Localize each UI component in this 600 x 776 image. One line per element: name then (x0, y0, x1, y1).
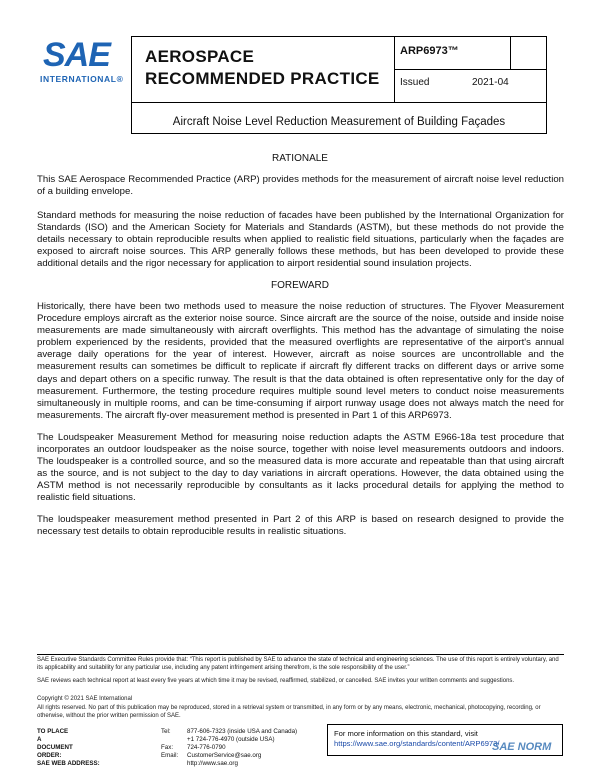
copyright: Copyright © 2021 SAE International (37, 696, 133, 702)
foreward-paragraph: The loudspeaker measurement method presented in Part 2 of this ARP is based on research designed to provide the necessary test details to obtain reproducible results in realistic situations. (37, 514, 564, 538)
standard-url-link[interactable]: https://www.sae.org/standards/content/ARP6973/ (334, 739, 500, 748)
category-line-2: RECOMMENDED PRACTICE (145, 69, 380, 88)
order-label: TO PLACE A DOCUMENT ORDER: (37, 728, 73, 759)
logo-brand: SAE (43, 36, 110, 74)
foreward-paragraph: Historically, there have been two methods used to measure the noise reduction of structures. The Flyover Measurement Procedure employs aircraft as the exterior noise source. Since aircraft are the source of the noise, outside and inside noise measurements are made simultaneously with aircraft overflights. This method has the advantage of simulating the noise problem experienced by the residents, provided that the measured overflights are representative of the airport's annual average daily operations for the year of interest. However, aircraft as noise sources are uncontrollable and the measurement results can sometimes be difficult to replicate if aircraft fly different tracks on different days or arrive some days and depart others on a specific runway. The result is that the data obtained is often representative only for the day of measurement. Furthermore, the testing procedure requires multiple sound level meters to conduct noise measurements simultaneously in multiple rooms, and can be time-consuming if airport runway usage does not always match the need for measurements. The aircraft fly-over measurement method is presented in Part 1 of this ARP6973. (37, 301, 564, 421)
rationale-paragraph: This SAE Aerospace Recommended Practice (ARP) provides methods for the measurement of aircraft noise level reduction of a building envelope. (37, 174, 564, 198)
document-number: ARP6973™ (400, 45, 459, 57)
rationale-heading: RATIONALE (272, 153, 328, 164)
logo-subtitle: INTERNATIONAL® (40, 74, 124, 84)
watermark: SAE NORM (492, 741, 552, 753)
document-category (145, 46, 380, 90)
category-line-1: AEROSPACE (145, 47, 255, 66)
tel-outside: +1 724-776-4970 (outside USA) (187, 736, 275, 743)
footer-rule (37, 654, 564, 655)
footer-notice: SAE reviews each technical report at least every five years at which time it may be revised, reaffirmed, stabilized, or cancelled. SAE invites your written comments and suggestions. (37, 678, 515, 684)
divider (394, 69, 547, 70)
foreward-heading: FOREWARD (271, 280, 329, 291)
fax-number: 724-776-0790 (187, 744, 226, 751)
tel-inside: 877-606-7323 (inside USA and Canada) (187, 728, 298, 735)
web-label: SAE WEB ADDRESS: (37, 760, 100, 767)
fax-label: Fax: (161, 744, 174, 751)
document-header (131, 36, 547, 134)
issued-label: Issued (400, 77, 430, 88)
sae-logo (37, 36, 127, 88)
issued-date: 2021-04 (472, 77, 509, 88)
divider (132, 102, 546, 103)
web-link[interactable]: http://www.sae.org (187, 760, 238, 767)
footer-notice: All rights reserved. No part of this publication may be reproduced, stored in a retrieval system or transmitted, in any form or by any means, electronic, mechanical, photocopying, recording, or otherwise, without the prior written permission of SAE. (37, 705, 541, 719)
foreward-paragraph: The Loudspeaker Measurement Method for measuring noise reduction adapts the ASTM E966-18a test procedure that incorporates an outdoor loudspeaker as the noise source, together with noise level measurements outdoors and indoors. The loudspeaker is a controlled source, and so the measured data is more accurate and repeatable than that using aircraft as the source, and is not subject to the day to day variations in aircraft operations. However, the data obtained using the ASTM method is not necessarily reproducible by consultants as it lacks procedural details for applying the method to realistic field situations. (37, 432, 564, 504)
info-text: For more information on this standard, visit (334, 729, 478, 738)
footer-notice: SAE Executive Standards Committee Rules provide that: “This report is published by SAE to advance the state of technical and engineering sciences. The use of this report is entirely voluntary, and its applicability and suitability for any particular use, including any patent infringement arising therefrom, is the sole responsibility of the user.” (37, 657, 559, 671)
divider (510, 37, 511, 69)
rationale-paragraph: Standard methods for measuring the noise reduction of facades have been published by the International Organization for Standards (ISO) and the American Society for Materials and Standards (ASTM), but these methods do not provide the details necessary to obtain reproducible results when applied to realistic field situations, particularly when the façades are exposed to aircraft noise sources. This ARP generally follows these methods, but has been developed to provide these additional details and the rigor necessary for application to airport residential sound insulation projects. (37, 210, 564, 270)
email-link[interactable]: CustomerService@sae.org (187, 752, 262, 759)
email-label: Email: (161, 752, 179, 759)
tel-label: Tel: (161, 728, 171, 735)
document-title: Aircraft Noise Level Reduction Measurement of Building Façades (172, 116, 506, 128)
